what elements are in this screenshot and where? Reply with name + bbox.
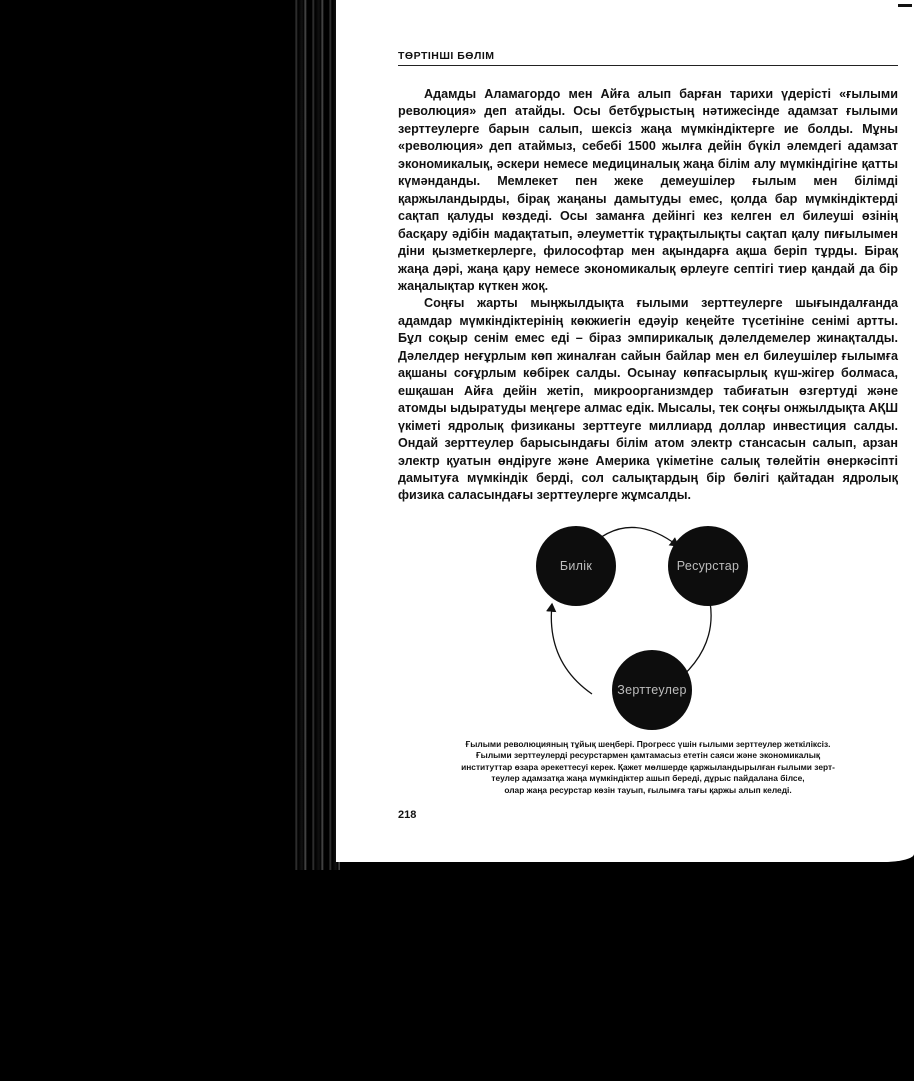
caption-line: Ғылыми революцияның тұйық шеңбері. Прогресс үшін ғылыми зерттеулер жеткіліксіз.	[465, 739, 831, 749]
node-research: Зерттеулер	[612, 650, 692, 730]
paragraph-2: Соңғы жарты мыңжылдықта ғылыми зерттеулерге шығындалғанда адамдар мүмкіндіктерінің көкжиегін едәуір кеңейте түсетініне сенімі артты. Бұл соқыр сенім емес еді – біраз эмпирикалық дәлелдемелер жинақталды. Дәлелдер неғұрлым көп жиналған сайын байлар мен ел билеушілер ғылымға ақшаны соғұрлым көбірек салды. Осынау көпғасырлық күш-жігер болмаса, ешқашан Айға дейін жетіп, микроорганизмдер табиғатын өзгертуді және атомды ыдыратуды меңгере алмас едік. Мысалы, тек соңғы онжылдықта АҚШ үкіметі ядролық физиканы зерттеуге миллиард доллар инвестиция салды. Ондай зерттеулер барысындағы білім атом электр стансасын салып, арзан электр қуатын өндіруге және Америка үкіметіне салық төлейтін өнеркәсіпті дамытуға мүмкіндік берді, сол салықтардың бір бөлігі қайтадан ядролық физика саласындағы зерттеулерге жұмсалды.	[398, 296, 898, 503]
scan-corner-mark	[898, 4, 912, 7]
header-divider	[398, 65, 898, 66]
page-number: 218	[398, 809, 417, 821]
cycle-diagram	[506, 512, 746, 737]
caption-line: теулер адамзатқа жаңа мүмкіндіктер ашып береді, дұрыс пайдалана білсе,	[491, 773, 805, 784]
arrow-research-to-power	[551, 604, 592, 694]
node-power: Билік	[536, 526, 616, 606]
caption-line: Ғылыми зерттеулерді ресурстармен қамтамасыз ететін саяси және экономикалық	[475, 750, 821, 761]
book-page	[336, 0, 914, 862]
body-text	[398, 86, 898, 505]
scan-binding-edge	[290, 0, 340, 870]
section-header: ТӨРТІНШІ БӨЛІМ	[398, 50, 495, 62]
caption-line: олар жаңа ресурстар көзін тауып, ғылымға тағы қаржы алып келеді.	[504, 784, 792, 795]
node-resources: Ресурстар	[668, 526, 748, 606]
figure-caption	[398, 739, 898, 796]
caption-line: институттар өзара әрекеттесуі керек. Қажет мөлшерде қаржыландырылған ғылыми зерт-	[461, 761, 835, 772]
paragraph-1: Адамды Аламагордо мен Айға алып барған тарихи үдерісті «ғылыми революция» деп атайды. Осы бетбұрыстың нәтижесінде адамзат ғылыми зерттеулерге барын салып, шексіз жаңа мүмкіндіктерге ие болды. Мұны «революция» деп атаймыз, себебі 1500 жылға дейін бүкіл әлемдегі адамзат экономикалық, әскери немесе медициналық жаңа білім алу мүмкіндігіне қатты күмәнданды. Мемлекет пен жеке демеушілер ғылым мен білімді қаржыландырды, бірақ жаңаны дамытуды емес, қолда бар мүмкіндіктерді сақтап қалуды көздеді. Осы заманға дейінгі кез келген ел билеуші өзінің басқару әдібін мадақтатып, әлеуметтік тұрақтылықты сақтап қалу пиғылымен діни қызметкерлерге, философтар мен ақындарға ақша беріп тұрды. Бірақ жаңа дәрі, жаңа қару немесе экономикалық өрлеуге септігі тиер қандай да бір жаңалықтар күткен жоқ.	[398, 87, 898, 293]
